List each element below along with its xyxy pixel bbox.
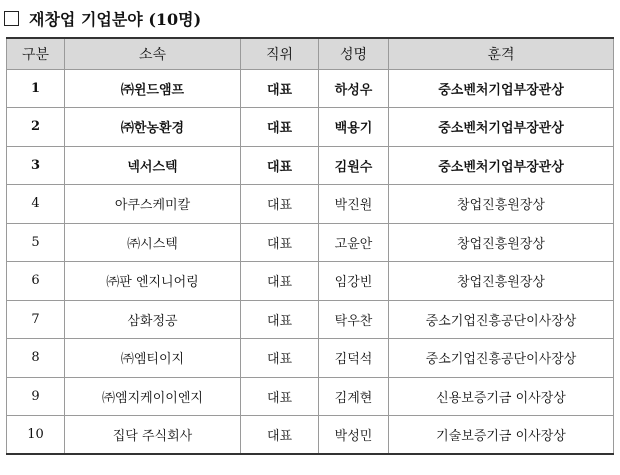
cell-name: 임강빈: [319, 262, 389, 301]
table-header-row: [7, 38, 614, 69]
cell-award: 중소벤처기업부장관상: [389, 69, 614, 108]
cell-award: 창업진흥원장상: [389, 262, 614, 301]
section-title: 재창업 기업분야 (10명): [29, 9, 202, 29]
cell-position: 대표: [241, 262, 319, 301]
checkbox-icon: [4, 11, 19, 26]
cell-org: ㈜시스텍: [65, 223, 241, 262]
cell-no: 10: [7, 416, 65, 455]
table-row: [7, 146, 614, 185]
cell-name: 하성우: [319, 69, 389, 108]
cell-position: 대표: [241, 185, 319, 224]
cell-no: 1: [7, 69, 65, 108]
cell-org: ㈜엠티이지: [65, 339, 241, 378]
cell-name: 김계현: [319, 377, 389, 416]
header-no: 구분: [7, 38, 65, 69]
cell-no: 8: [7, 339, 65, 378]
cell-no: 3: [7, 146, 65, 185]
cell-org: 삼화정공: [65, 300, 241, 339]
cell-award: 신용보증기금 이사장상: [389, 377, 614, 416]
cell-no: 5: [7, 223, 65, 262]
header-position: 직위: [241, 38, 319, 69]
table-row: [7, 416, 614, 455]
table-row: [7, 262, 614, 301]
cell-award: 중소벤처기업부장관상: [389, 146, 614, 185]
header-org: 소속: [65, 38, 241, 69]
cell-name: 탁우찬: [319, 300, 389, 339]
cell-no: 7: [7, 300, 65, 339]
cell-name: 박진원: [319, 185, 389, 224]
cell-org: 집닥 주식회사: [65, 416, 241, 455]
cell-position: 대표: [241, 416, 319, 455]
cell-no: 2: [7, 108, 65, 147]
table-row: [7, 339, 614, 378]
cell-award: 중소벤처기업부장관상: [389, 108, 614, 147]
cell-org: ㈜한농환경: [65, 108, 241, 147]
cell-name: 김덕석: [319, 339, 389, 378]
cell-org: ㈜윈드앰프: [65, 69, 241, 108]
cell-no: 4: [7, 185, 65, 224]
cell-org: ㈜판 엔지니어링: [65, 262, 241, 301]
cell-no: 9: [7, 377, 65, 416]
award-table: [6, 37, 614, 455]
header-name: 성명: [319, 38, 389, 69]
cell-award: 창업진흥원장상: [389, 185, 614, 224]
cell-name: 김원수: [319, 146, 389, 185]
table-row: [7, 69, 614, 108]
cell-org: 아쿠스케미칼: [65, 185, 241, 224]
table-row: [7, 377, 614, 416]
cell-position: 대표: [241, 339, 319, 378]
cell-award: 중소기업진흥공단이사장상: [389, 300, 614, 339]
table-row: [7, 300, 614, 339]
cell-position: 대표: [241, 108, 319, 147]
table-row: [7, 108, 614, 147]
cell-position: 대표: [241, 223, 319, 262]
cell-org: ㈜엠지케이이엔지: [65, 377, 241, 416]
table-row: [7, 185, 614, 224]
cell-name: 박성민: [319, 416, 389, 455]
cell-position: 대표: [241, 377, 319, 416]
cell-org: 넥서스텍: [65, 146, 241, 185]
cell-award: 중소기업진흥공단이사장상: [389, 339, 614, 378]
cell-award: 기술보증기금 이사장상: [389, 416, 614, 455]
cell-position: 대표: [241, 300, 319, 339]
cell-position: 대표: [241, 146, 319, 185]
header-award: 훈격: [389, 38, 614, 69]
cell-no: 6: [7, 262, 65, 301]
cell-name: 백용기: [319, 108, 389, 147]
table-row: [7, 223, 614, 262]
section-heading: [4, 5, 201, 31]
cell-name: 고윤안: [319, 223, 389, 262]
cell-position: 대표: [241, 69, 319, 108]
cell-award: 창업진흥원장상: [389, 223, 614, 262]
